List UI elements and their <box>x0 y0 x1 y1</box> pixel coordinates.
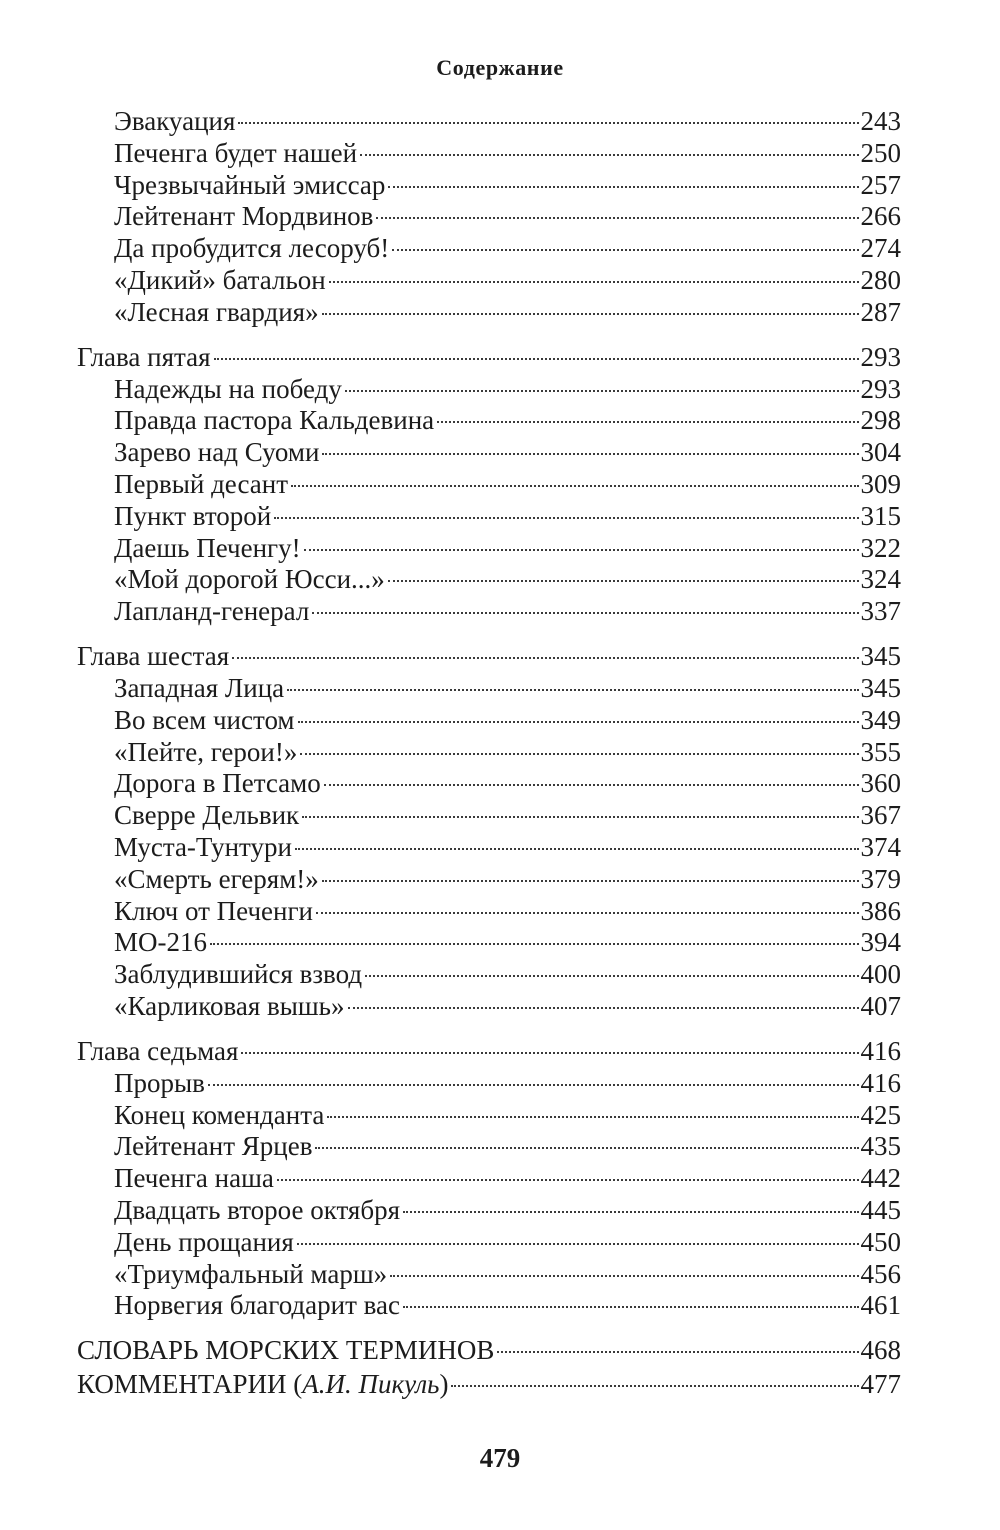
dot-leader <box>322 313 859 315</box>
toc-entry-title: Лейтенант Ярцев <box>114 1131 313 1162</box>
toc-entry <box>77 927 901 959</box>
toc-entry-title: Печенга наша <box>114 1163 274 1194</box>
toc-entry-title: Даешь Печенгу! <box>114 532 301 563</box>
dot-leader <box>437 421 858 423</box>
toc-entry-title: Правда пастора Кальдевина <box>114 405 435 436</box>
toc-entry <box>77 1227 901 1259</box>
toc-entry-page: 416 <box>860 1035 901 1066</box>
dot-leader <box>315 1147 858 1149</box>
dot-leader <box>388 580 859 582</box>
toc-entry-title: СЛОВАРЬ МОРСКИХ ТЕРМИНОВ <box>77 1335 495 1366</box>
toc-entry-page: 386 <box>860 895 901 926</box>
dot-leader <box>312 612 858 614</box>
dot-leader <box>291 485 858 487</box>
dot-leader <box>388 186 858 188</box>
toc-entry-page: 416 <box>860 1067 901 1098</box>
toc-section <box>77 639 901 1023</box>
toc-entry <box>77 896 901 928</box>
toc-entry-title: Муста-Тунтури <box>114 831 292 862</box>
toc-entry-title: «Лесная гвардия» <box>114 296 319 327</box>
dot-leader <box>403 1306 859 1308</box>
toc-entry <box>77 959 901 991</box>
toc-section <box>77 1034 901 1322</box>
toc-entry-title-author: А.И. Пикуль <box>302 1369 440 1400</box>
dot-leader <box>241 1052 858 1054</box>
toc-entry <box>77 832 901 864</box>
dot-leader <box>348 1007 859 1009</box>
toc-entry-title: Пункт второй <box>114 500 272 531</box>
toc-entry <box>77 1259 901 1291</box>
toc-entry-title: «Мой дорогой Юсси...» <box>114 564 385 595</box>
toc-entry-title: Во всем чистом <box>114 704 295 735</box>
toc-entry <box>77 768 901 800</box>
toc-entry <box>77 800 901 832</box>
dot-leader <box>316 912 859 914</box>
dot-leader <box>376 217 858 219</box>
toc-entry-page: 243 <box>860 106 901 136</box>
dot-leader <box>287 689 858 691</box>
toc-entry-title-text: КОММЕНТАРИИ ( <box>77 1369 303 1400</box>
dot-leader <box>295 848 859 850</box>
dot-leader <box>392 249 858 251</box>
toc-chapter-entry <box>77 1367 901 1401</box>
toc-entry-title: Лейтенант Мордвинов <box>114 201 374 232</box>
toc-entry-title: Ключ от Печенги <box>114 895 313 926</box>
toc-entry-page: 349 <box>860 704 901 735</box>
toc-entry <box>77 705 901 737</box>
toc-chapter-entry <box>77 1034 901 1068</box>
toc-entry <box>77 106 901 138</box>
toc-entry <box>77 991 901 1023</box>
toc-entry-title: Чрезвычайный эмиссар <box>114 169 386 200</box>
toc-entry <box>77 437 901 469</box>
toc-entry-page: 287 <box>860 296 901 327</box>
toc-entry-page: 379 <box>860 863 901 894</box>
dot-leader <box>208 1084 859 1086</box>
toc-entry <box>77 374 901 406</box>
toc-entry-page: 257 <box>860 169 901 200</box>
toc-entry-page: 435 <box>860 1131 901 1162</box>
toc-entry-page: 442 <box>860 1163 901 1194</box>
toc-entry-title: Глава шестая <box>77 640 230 671</box>
toc-entry-page: 345 <box>860 640 901 671</box>
toc-entry-page: 324 <box>860 564 901 595</box>
dot-leader <box>304 549 859 551</box>
dot-leader <box>365 975 858 977</box>
toc-entry <box>77 501 901 533</box>
toc-entry <box>77 469 901 501</box>
toc-entry-page: 445 <box>860 1194 901 1225</box>
dot-leader <box>497 1351 858 1353</box>
toc-entry-page: 355 <box>860 736 901 767</box>
toc-entry <box>77 1195 901 1227</box>
toc-entry-title: «Смерть егерям!» <box>114 863 319 894</box>
toc-entry <box>77 673 901 705</box>
toc-entry-page: 394 <box>860 927 901 958</box>
toc-entry-page: 280 <box>860 264 901 295</box>
dot-leader <box>238 122 858 124</box>
dot-leader <box>302 816 858 818</box>
toc-entry-page: 322 <box>860 532 901 563</box>
page-title: Содержание <box>436 55 564 80</box>
toc-entry-title: Лапланд-генерал <box>114 596 310 627</box>
toc-entry-page: 309 <box>860 468 901 499</box>
toc-entry-title <box>77 1367 448 1401</box>
dot-leader <box>232 657 858 659</box>
table-of-contents <box>77 106 901 1401</box>
toc-entry-title: Глава пятая <box>77 341 211 372</box>
toc-entry-page: 293 <box>860 341 901 372</box>
toc-entry <box>77 596 901 628</box>
toc-entry-title: Прорыв <box>114 1067 205 1098</box>
toc-entry-page: 293 <box>860 373 901 404</box>
toc-entry-title: Норвегия благодарит вас <box>114 1290 400 1321</box>
dot-leader <box>327 1116 858 1118</box>
toc-entry <box>77 1131 901 1163</box>
toc-entry-page: 304 <box>860 437 901 468</box>
dot-leader <box>451 1385 858 1387</box>
toc-entry-title: «Пейте, герои!» <box>114 736 298 767</box>
toc-entry <box>77 737 901 769</box>
dot-leader <box>324 784 859 786</box>
toc-entry-page: 298 <box>860 405 901 436</box>
dot-leader <box>329 281 859 283</box>
toc-entry <box>77 864 901 896</box>
toc-section <box>77 106 901 329</box>
dot-leader <box>322 880 859 882</box>
toc-entry-title: Двадцать второе октября <box>114 1194 400 1225</box>
toc-entry-page: 250 <box>860 137 901 168</box>
toc-entry <box>77 1100 901 1132</box>
toc-entry <box>77 233 901 265</box>
toc-entry-title: Надежды на победу <box>114 373 342 404</box>
dot-leader <box>297 1243 859 1245</box>
toc-entry-title: «Карликовая вышь» <box>114 990 345 1021</box>
toc-entry <box>77 1068 901 1100</box>
dot-leader <box>345 390 859 392</box>
toc-entry-page: 345 <box>860 672 901 703</box>
toc-entry-page: 450 <box>860 1226 901 1257</box>
toc-section <box>77 1333 901 1401</box>
toc-section <box>77 340 901 628</box>
dot-leader <box>277 1179 859 1181</box>
toc-entry-page: 400 <box>860 959 901 990</box>
dot-leader <box>214 358 859 360</box>
toc-entry-page: 337 <box>860 596 901 627</box>
dot-leader <box>298 721 859 723</box>
dot-leader <box>210 943 859 945</box>
toc-entry <box>77 533 901 565</box>
toc-entry <box>77 297 901 329</box>
toc-entry-page: 360 <box>860 768 901 799</box>
toc-entry-page: 468 <box>860 1335 901 1366</box>
toc-entry <box>77 170 901 202</box>
toc-entry-page: 407 <box>860 990 901 1021</box>
dot-leader <box>322 453 858 455</box>
toc-entry-page: 374 <box>860 831 901 862</box>
toc-entry-title: МО-216 <box>114 927 207 958</box>
toc-entry-title: Дорога в Петсамо <box>114 768 321 799</box>
toc-entry <box>77 1163 901 1195</box>
dot-leader <box>300 753 858 755</box>
dot-leader <box>390 1275 858 1277</box>
dot-leader <box>274 517 858 519</box>
toc-entry-title: Печенга будет нашей <box>114 137 358 168</box>
toc-chapter-entry <box>77 639 901 673</box>
toc-entry-title: Глава седьмая <box>77 1035 239 1066</box>
toc-entry <box>77 405 901 437</box>
toc-entry-page: 461 <box>860 1290 901 1321</box>
toc-entry-title: Эвакуация <box>114 106 236 136</box>
toc-entry-title: Сверре Дельвик <box>114 800 300 831</box>
toc-entry-page: 266 <box>860 201 901 232</box>
toc-entry-title: Зарево над Суоми <box>114 437 320 468</box>
dot-leader <box>360 154 858 156</box>
toc-chapter-entry <box>77 1333 901 1367</box>
toc-entry-page: 367 <box>860 800 901 831</box>
toc-entry-title: «Дикий» батальон <box>114 264 326 295</box>
dot-leader <box>403 1211 859 1213</box>
page-number: 479 <box>479 1443 521 1473</box>
toc-entry-title: «Триумфальный марш» <box>114 1258 388 1289</box>
toc-entry-title-suffix: ) <box>439 1369 449 1400</box>
toc-entry-title: День прощания <box>114 1226 294 1257</box>
toc-entry-title: Заблудившийся взвод <box>114 959 363 990</box>
toc-entry-title: Первый десант <box>114 468 289 499</box>
toc-entry <box>77 138 901 170</box>
toc-entry <box>77 201 901 233</box>
toc-entry <box>77 1290 901 1322</box>
toc-entry-page: 425 <box>860 1099 901 1130</box>
toc-entry <box>77 564 901 596</box>
toc-entry-title: Да пробудится лесоруб! <box>114 233 390 264</box>
toc-entry-page: 315 <box>860 500 901 531</box>
toc-entry-page: 274 <box>860 233 901 264</box>
toc-entry-page: 477 <box>860 1369 901 1400</box>
toc-entry-page: 456 <box>860 1258 901 1289</box>
toc-entry <box>77 265 901 297</box>
toc-entry-title: Западная Лица <box>114 672 285 703</box>
toc-entry-title: Конец коменданта <box>114 1099 325 1130</box>
toc-chapter-entry <box>77 340 901 374</box>
